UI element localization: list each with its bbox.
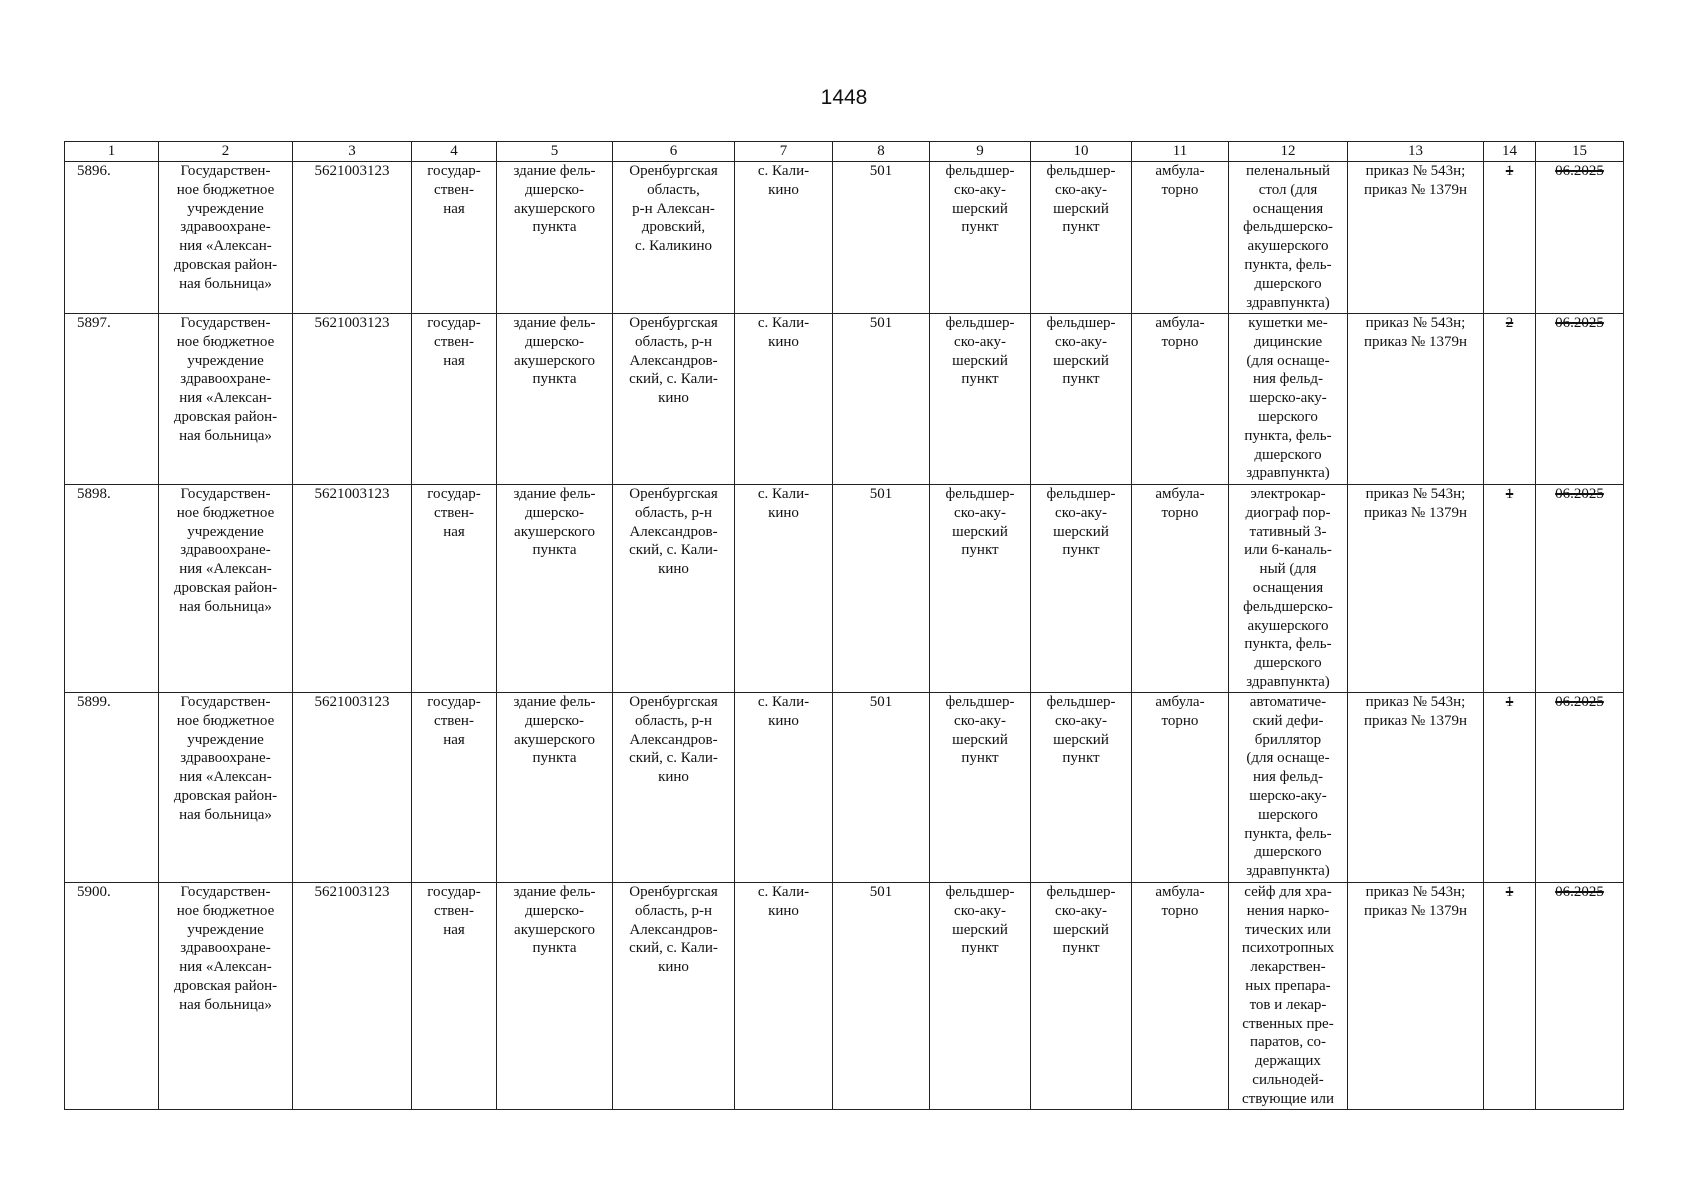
code: 501 bbox=[833, 314, 930, 485]
unit-type: фельдшер- ско-аку- шерский пункт bbox=[930, 314, 1031, 485]
organization-name: Государствен- ное бюджетное учреждение здравоохране- ния «Алексан- дровская район- ная больница» bbox=[159, 314, 293, 485]
ownership-form: государ- ствен- ная bbox=[412, 314, 497, 485]
locality: с. Кали- кино bbox=[735, 314, 833, 485]
unit-type: фельдшер- ско-аку- шерский пункт bbox=[930, 693, 1031, 883]
unit-name: фельдшер- ско-аку- шерский пункт bbox=[1031, 485, 1132, 693]
date: 06.2025 bbox=[1536, 883, 1624, 1110]
quantity: 2 bbox=[1484, 314, 1536, 485]
row-number: 5898. bbox=[65, 485, 159, 693]
code: 501 bbox=[833, 693, 930, 883]
ownership-form: государ- ствен- ная bbox=[412, 883, 497, 1110]
column-header: 5 bbox=[497, 142, 613, 162]
inn-code: 5621003123 bbox=[293, 314, 412, 485]
care-condition: амбула- торно bbox=[1132, 162, 1229, 314]
inn-code: 5621003123 bbox=[293, 693, 412, 883]
row-number: 5900. bbox=[65, 883, 159, 1110]
unit-name: фельдшер- ско-аку- шерский пункт bbox=[1031, 883, 1132, 1110]
code: 501 bbox=[833, 162, 930, 314]
care-condition: амбула- торно bbox=[1132, 693, 1229, 883]
ownership-form: государ- ствен- ная bbox=[412, 693, 497, 883]
building-name: здание фель- дшерско- акушерского пункта bbox=[497, 162, 613, 314]
date: 06.2025 bbox=[1536, 162, 1624, 314]
address: Оренбургская область, р-н Алексан- дровский, с. Каликино bbox=[613, 162, 735, 314]
order-reference: приказ № 543н; приказ № 1379н bbox=[1348, 883, 1484, 1110]
building-name: здание фель- дшерско- акушерского пункта bbox=[497, 883, 613, 1110]
column-header: 11 bbox=[1132, 142, 1229, 162]
organization-name: Государствен- ное бюджетное учреждение здравоохране- ния «Алексан- дровская район- ная больница» bbox=[159, 162, 293, 314]
column-header: 13 bbox=[1348, 142, 1484, 162]
organization-name: Государствен- ное бюджетное учреждение здравоохране- ния «Алексан- дровская район- ная больница» bbox=[159, 693, 293, 883]
address: Оренбургская область, р-н Александров- ский, с. Кали- кино bbox=[613, 314, 735, 485]
care-condition: амбула- торно bbox=[1132, 883, 1229, 1110]
building-name: здание фель- дшерско- акушерского пункта bbox=[497, 485, 613, 693]
column-header: 8 bbox=[833, 142, 930, 162]
column-number-row bbox=[65, 142, 1624, 162]
date: 06.2025 bbox=[1536, 693, 1624, 883]
ownership-form: государ- ствен- ная bbox=[412, 162, 497, 314]
address: Оренбургская область, р-н Александров- ский, с. Кали- кино bbox=[613, 693, 735, 883]
inn-code: 5621003123 bbox=[293, 883, 412, 1110]
care-condition: амбула- торно bbox=[1132, 485, 1229, 693]
address: Оренбургская область, р-н Александров- ский, с. Кали- кино bbox=[613, 485, 735, 693]
column-header: 10 bbox=[1031, 142, 1132, 162]
unit-type: фельдшер- ско-аку- шерский пункт bbox=[930, 485, 1031, 693]
quantity: 1 bbox=[1484, 485, 1536, 693]
equipment: кушетки ме- дицинские (для оснаще- ния фельд- шерско-аку- шерского пункта, фель- дшерского здравпункта) bbox=[1229, 314, 1348, 485]
column-header: 9 bbox=[930, 142, 1031, 162]
table-row bbox=[65, 162, 1624, 314]
quantity: 1 bbox=[1484, 883, 1536, 1110]
unit-name: фельдшер- ско-аку- шерский пункт bbox=[1031, 314, 1132, 485]
order-reference: приказ № 543н; приказ № 1379н bbox=[1348, 162, 1484, 314]
organization-name: Государствен- ное бюджетное учреждение здравоохране- ния «Алексан- дровская район- ная больница» bbox=[159, 485, 293, 693]
row-number: 5896. bbox=[65, 162, 159, 314]
column-header: 7 bbox=[735, 142, 833, 162]
quantity: 1 bbox=[1484, 693, 1536, 883]
code: 501 bbox=[833, 883, 930, 1110]
column-header: 15 bbox=[1536, 142, 1624, 162]
date: 06.2025 bbox=[1536, 485, 1624, 693]
column-header: 12 bbox=[1229, 142, 1348, 162]
table-row bbox=[65, 314, 1624, 485]
date: 06.2025 bbox=[1536, 314, 1624, 485]
equipment: пеленальный стол (для оснащения фельдшерско- акушерского пункта, фель- дшерского здравпункта) bbox=[1229, 162, 1348, 314]
care-condition: амбула- торно bbox=[1132, 314, 1229, 485]
order-reference: приказ № 543н; приказ № 1379н bbox=[1348, 485, 1484, 693]
equipment: автоматиче- ский дефи- бриллятор (для оснаще- ния фельд- шерско-аку- шерского пункта, фель- дшерского здравпункта) bbox=[1229, 693, 1348, 883]
column-header: 14 bbox=[1484, 142, 1536, 162]
unit-name: фельдшер- ско-аку- шерский пункт bbox=[1031, 162, 1132, 314]
locality: с. Кали- кино bbox=[735, 693, 833, 883]
row-number: 5897. bbox=[65, 314, 159, 485]
order-reference: приказ № 543н; приказ № 1379н bbox=[1348, 693, 1484, 883]
locality: с. Кали- кино bbox=[735, 162, 833, 314]
equipment: сейф для хра- нения нарко- тических или психотропных лекарствен- ных препара- тов и лекар- ственных пре- паратов, со- держащих сильнодей- ствующие или bbox=[1229, 883, 1348, 1110]
page-number: 1448 bbox=[820, 86, 868, 109]
unit-type: фельдшер- ско-аку- шерский пункт bbox=[930, 162, 1031, 314]
order-reference: приказ № 543н; приказ № 1379н bbox=[1348, 314, 1484, 485]
inn-code: 5621003123 bbox=[293, 485, 412, 693]
table-row bbox=[65, 485, 1624, 693]
column-header: 2 bbox=[159, 142, 293, 162]
unit-type: фельдшер- ско-аку- шерский пункт bbox=[930, 883, 1031, 1110]
quantity: 1 bbox=[1484, 162, 1536, 314]
organization-name: Государствен- ное бюджетное учреждение здравоохране- ния «Алексан- дровская район- ная больница» bbox=[159, 883, 293, 1110]
column-header: 3 bbox=[293, 142, 412, 162]
inn-code: 5621003123 bbox=[293, 162, 412, 314]
row-number: 5899. bbox=[65, 693, 159, 883]
address: Оренбургская область, р-н Александров- ский, с. Кали- кино bbox=[613, 883, 735, 1110]
building-name: здание фель- дшерско- акушерского пункта bbox=[497, 693, 613, 883]
locality: с. Кали- кино bbox=[735, 883, 833, 1110]
code: 501 bbox=[833, 485, 930, 693]
column-header: 4 bbox=[412, 142, 497, 162]
table-row bbox=[65, 883, 1624, 1110]
column-header: 1 bbox=[65, 142, 159, 162]
column-header: 6 bbox=[613, 142, 735, 162]
equipment: электрокар- диограф пор- тативный 3- или 6-каналь- ный (для оснащения фельдшерско- акушерского пункта, фель- дшерского здравпункта) bbox=[1229, 485, 1348, 693]
ownership-form: государ- ствен- ная bbox=[412, 485, 497, 693]
registry-table bbox=[64, 141, 1624, 1110]
locality: с. Кали- кино bbox=[735, 485, 833, 693]
building-name: здание фель- дшерско- акушерского пункта bbox=[497, 314, 613, 485]
table-row bbox=[65, 693, 1624, 883]
unit-name: фельдшер- ско-аку- шерский пункт bbox=[1031, 693, 1132, 883]
